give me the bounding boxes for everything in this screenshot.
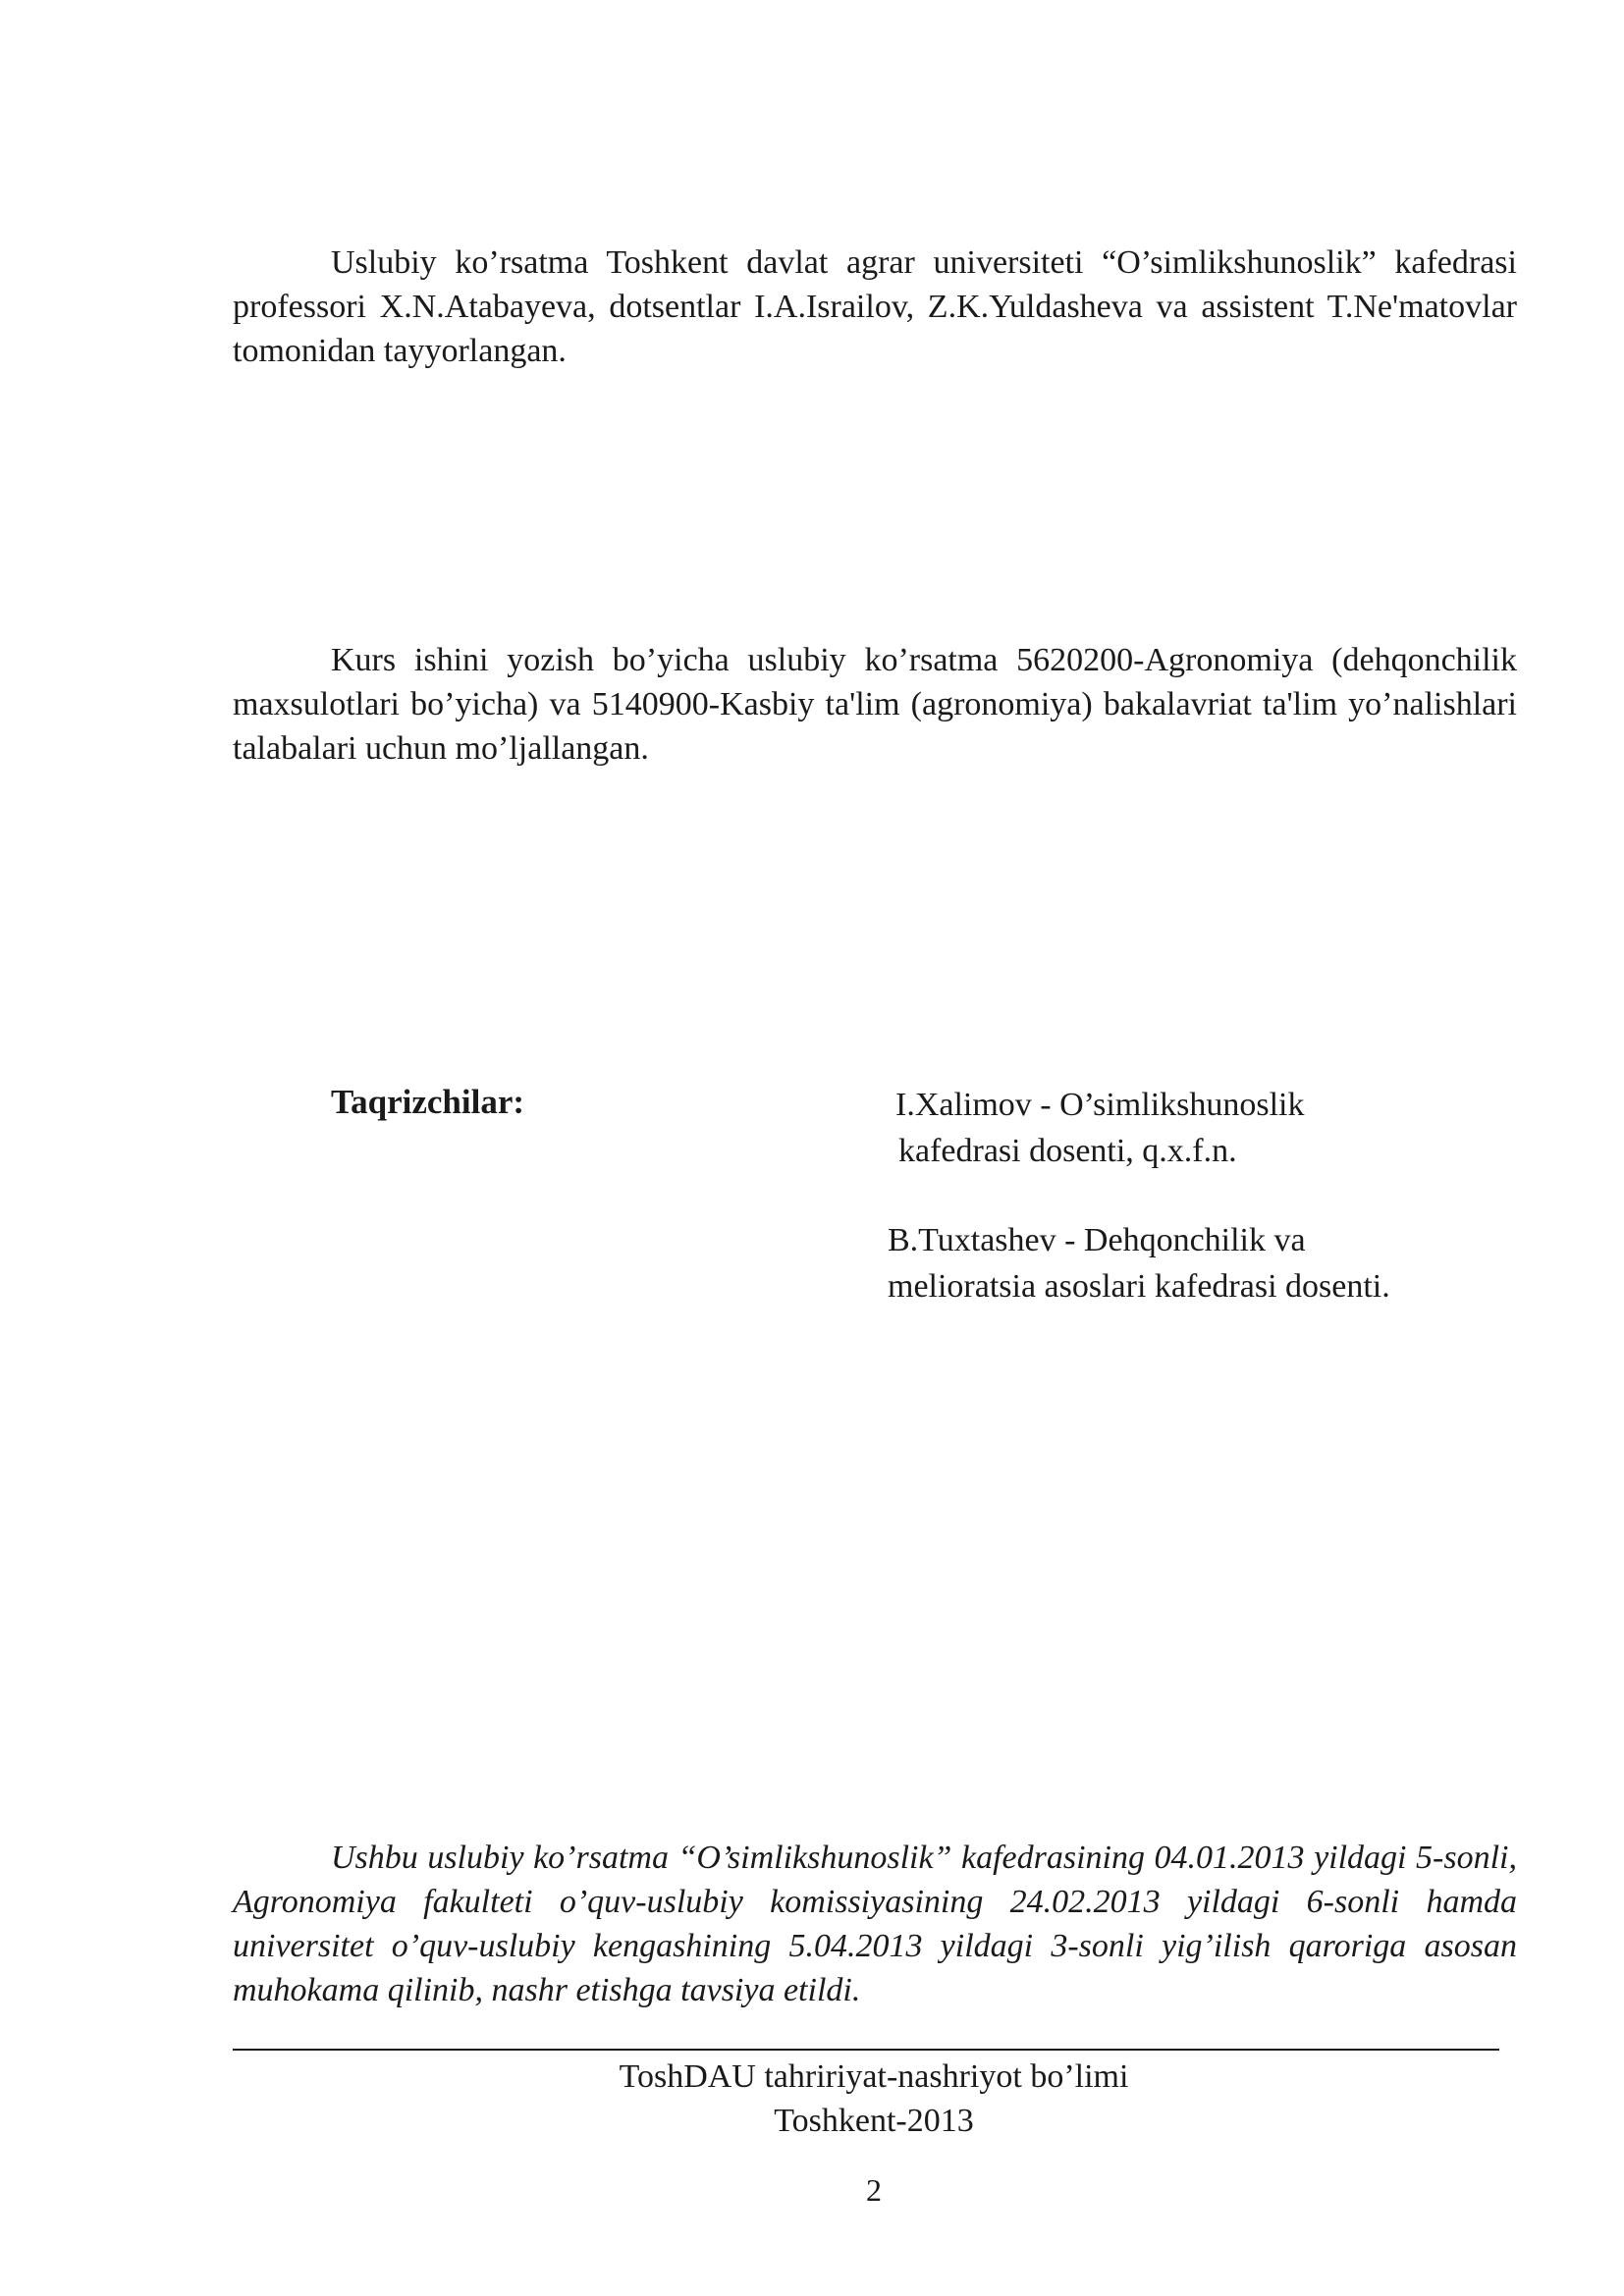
publisher-name: ToshDAU tahririyat-nashriyot bo’limi xyxy=(619,2058,1129,2095)
footer-divider xyxy=(233,2049,1499,2051)
approval-paragraph xyxy=(233,1836,1517,2012)
reviewer-2-name: B.Tuxtashev - Dehqonchilik va xyxy=(888,1222,1306,1258)
publisher-city-year: Toshkent-2013 xyxy=(774,2103,974,2139)
reviewer-1-name: I.Xalimov - O’simlikshunoslik xyxy=(895,1087,1305,1123)
author-paragraph-text: Uslubiy ko’rsatma Toshkent davlat agrar universiteti “O’simlikshunoslik” kafedrasi professori X.N.Atabayeva, dotsentlar I.A.Israilov, Z.K.Yuldasheva va assistent T.Ne'matovlar tomonidan tayyorlangan. xyxy=(233,244,1517,369)
reviewer-2-position: melioratsia asoslari kafedrasi dosenti. xyxy=(888,1268,1390,1305)
reviewer-2 xyxy=(888,1217,1390,1309)
reviewers-label: Taqrizchilar: xyxy=(331,1083,525,1121)
reviewer-1-position: kafedrasi dosenti, q.x.f.n. xyxy=(898,1133,1237,1169)
course-paragraph-text: Kurs ishini yozish bo’yicha uslubiy ko’rsatma 5620200-Agronomiya (dehqonchilik maxsulotlari bo’yicha) va 5140900-Kasbiy ta'lim (agronomiya) bakalavriat ta'lim yo’nalishlari talabalari uchun mo’ljallangan. xyxy=(233,642,1517,767)
approval-paragraph-text: Ushbu uslubiy ko’rsatma “O’simlikshunoslik” kafedrasining 04.01.2013 yildagi 5-sonli, Agronomiya fakulteti o’quv-uslubiy komissiyasining 24.02.2013 yildagi 6-sonli hamda universitet o’quv-uslubiy kengashining 5.04.2013 yildagi 3-sonli yig’ilish qaroriga asosan muhokama qilinib, nashr etishga tavsiya etildi. xyxy=(233,1840,1517,2008)
author-paragraph xyxy=(233,240,1517,373)
page-number: 2 xyxy=(866,2172,882,2208)
reviewer-1 xyxy=(895,1082,1305,1174)
course-paragraph xyxy=(233,638,1517,771)
